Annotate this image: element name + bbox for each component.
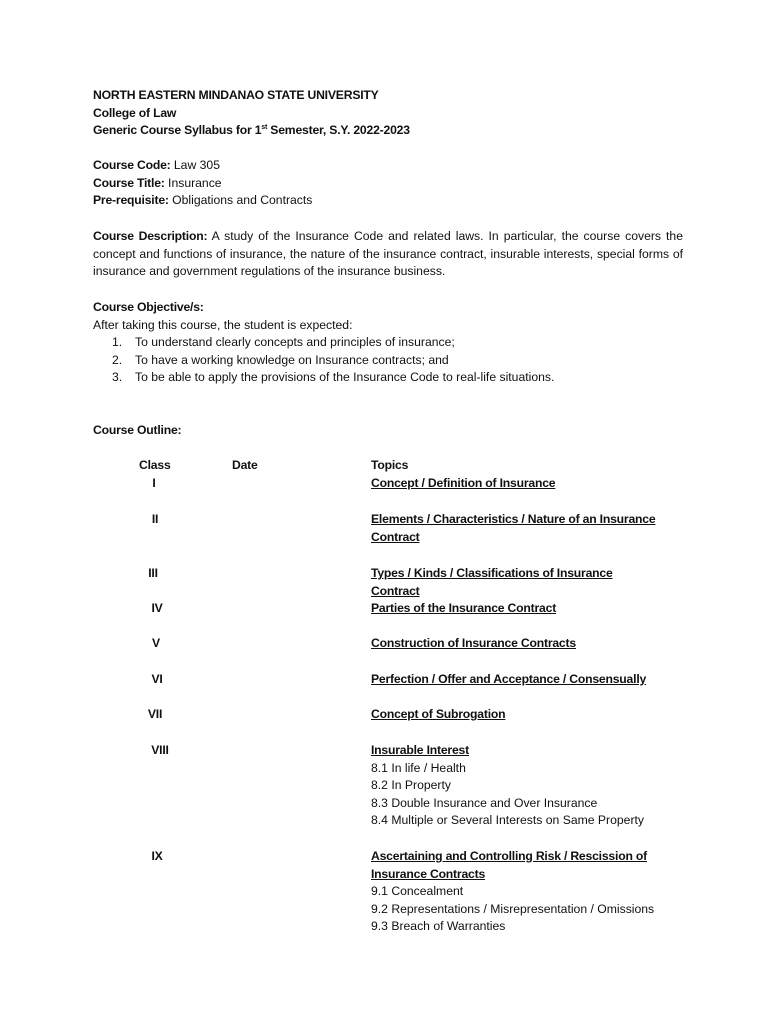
topic-title: Elements / Characteristics / Nature of an Insurance Contract (371, 512, 656, 544)
course-title-line (93, 175, 683, 193)
course-code-value: Law 305 (170, 158, 220, 172)
syllabus-superscript: st (261, 124, 268, 132)
subtopic: 8.2 In Property (371, 778, 451, 793)
prerequisite-label: Pre-requisite: (93, 193, 169, 208)
class-number: IX (151, 849, 163, 863)
class-number: V (152, 636, 160, 650)
subtopic: 9.2 Representations / Misrepresentation / Omissions (371, 901, 655, 916)
course-title-value: Insurance (164, 175, 222, 190)
class-number: VII (147, 707, 163, 721)
header-class: Class (139, 458, 171, 472)
objective-text: To be able to apply the provisions of the Insurance Code to real-life situations. (135, 370, 555, 385)
objectives-intro: After taking this course, the student is expected: (93, 317, 353, 332)
header-topics: Topics (371, 458, 409, 472)
class-number: VI (151, 672, 163, 686)
topic-title: Construction of Insurance Contracts (371, 636, 576, 650)
subtopic: 8.1 In life / Health (371, 760, 466, 775)
syllabus-title (93, 122, 683, 140)
objective-item (93, 352, 683, 370)
objective-text: To have a working knowledge on Insurance contracts; and (135, 352, 449, 367)
subtopic: 9.1 Concealment (371, 884, 464, 899)
topic-cell (371, 671, 661, 689)
class-number: III (148, 566, 158, 580)
course-objectives (93, 299, 683, 387)
topic-cell (371, 706, 661, 724)
topic-cell (371, 475, 661, 493)
topic-cell (371, 600, 661, 618)
course-title-label: Course Title: (93, 175, 165, 190)
course-code-label: Course Code: (93, 158, 171, 172)
prerequisite-value: Obligations and Contracts (168, 193, 313, 208)
course-description-text: A study of the Insurance Code and related laws. In particular, the course covers the concept and functions of insurance, the nature of the insurance contract, insurable interests, special forms of insurance and government regulations of the insurance business. (93, 229, 683, 279)
topic-title: Concept of Subrogation (371, 707, 506, 721)
class-number: II (151, 512, 159, 526)
class-number: IV (151, 601, 163, 615)
course-description-label: Course Description: (93, 229, 208, 243)
university-name: NORTH EASTERN MINDANAO STATE UNIVERSITY (93, 88, 379, 102)
prerequisite-line (93, 192, 683, 210)
objective-item (93, 369, 683, 387)
topic-cell (371, 848, 661, 936)
class-number: I (152, 476, 156, 490)
syllabus-suffix: Semester, S.Y. 2022-2023 (267, 123, 410, 138)
objective-number: 3. (112, 370, 123, 385)
objective-number: 2. (112, 352, 123, 367)
header-date: Date (232, 458, 258, 472)
topic-cell (371, 742, 661, 830)
objective-number: 1. (112, 335, 123, 350)
topic-title: Parties of the Insurance Contract (371, 601, 557, 615)
course-outline-label (93, 422, 683, 440)
topic-title: Perfection / Offer and Acceptance / Consensually (371, 672, 647, 686)
topic-title: Ascertaining and Controlling Risk / Rescission of Insurance Contracts (371, 849, 647, 881)
college-name: College of Law (93, 105, 177, 120)
topic-cell (371, 565, 661, 600)
course-info (93, 157, 683, 210)
objective-text: To understand clearly concepts and principles of insurance; (135, 335, 455, 350)
objectives-label: Course Objective/s: (93, 300, 204, 314)
topic-title: Insurable Interest (371, 743, 469, 757)
subtopic: 9.3 Breach of Warranties (371, 919, 506, 934)
course-outline-heading: Course Outline: (93, 423, 182, 437)
topic-title: Types / Kinds / Classifications of Insurance Contract (371, 566, 613, 598)
subtopic: 8.4 Multiple or Several Interests on Same Property (371, 813, 644, 828)
document-header (93, 87, 683, 140)
course-code-line (93, 157, 683, 175)
topic-title: Concept / Definition of Insurance (371, 476, 556, 490)
topic-cell (371, 511, 661, 546)
course-description (93, 228, 683, 281)
class-number: VIII (151, 743, 169, 757)
topic-cell (371, 635, 661, 653)
syllabus-prefix: Generic Course Syllabus for 1 (93, 123, 262, 138)
objectives-list (93, 334, 683, 387)
subtopic: 8.3 Double Insurance and Over Insurance (371, 795, 598, 810)
objective-item (93, 334, 683, 352)
